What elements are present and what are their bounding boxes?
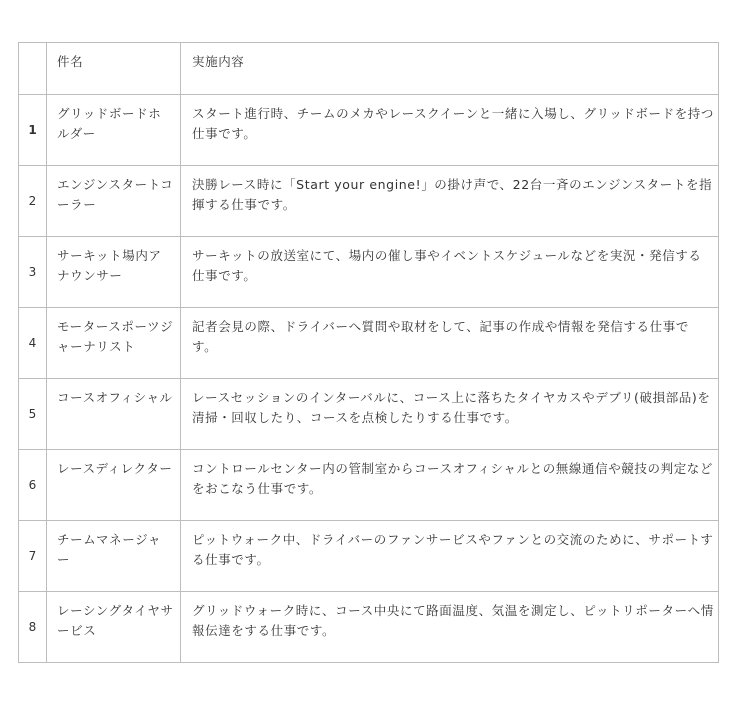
header-num-cell xyxy=(19,43,47,95)
job-name: グリッドボードホルダー xyxy=(57,106,162,141)
job-description: レースセッションのインターバルに、コース上に落ちたタイヤカスやデブリ(破損部品)を清掃・回収したり、コースを点検したりする仕事です。 xyxy=(192,390,711,425)
job-description: サーキットの放送室にて、場内の催し事やイベントスケジュールなどを実況・発信する仕事です。 xyxy=(192,248,702,283)
job-name-cell xyxy=(47,237,181,308)
row-number: 4 xyxy=(19,308,47,379)
table-row xyxy=(19,521,719,592)
job-description: ピットウォーク中、ドライバーのファンサービスやファンとの交流のために、サポートする仕事です。 xyxy=(192,532,714,567)
row-number: 7 xyxy=(19,521,47,592)
job-name: モータースポーツジャーナリスト xyxy=(57,319,174,354)
job-name: チームマネージャー xyxy=(57,532,162,567)
job-desc-cell xyxy=(181,237,719,308)
job-desc-cell xyxy=(181,450,719,521)
job-desc-cell xyxy=(181,95,719,166)
job-name-cell xyxy=(47,379,181,450)
table-row xyxy=(19,450,719,521)
job-name-cell xyxy=(47,592,181,663)
job-name: サーキット場内アナウンサー xyxy=(57,248,162,283)
table-row xyxy=(19,308,719,379)
row-number: 1 xyxy=(19,95,47,166)
job-name-cell xyxy=(47,166,181,237)
job-name-cell xyxy=(47,95,181,166)
header-name-cell xyxy=(47,43,181,95)
header-desc-label: 実施内容 xyxy=(192,54,245,69)
job-desc-cell xyxy=(181,521,719,592)
row-number: 5 xyxy=(19,379,47,450)
job-desc-cell xyxy=(181,166,719,237)
row-number: 6 xyxy=(19,450,47,521)
job-description-table xyxy=(18,42,719,663)
job-description: コントロールセンター内の管制室からコースオフィシャルとの無線通信や競技の判定などをおこなう仕事です。 xyxy=(192,461,714,496)
job-desc-cell xyxy=(181,592,719,663)
table-row xyxy=(19,166,719,237)
job-description: グリッドウォーク時に、コース中央にて路面温度、気温を測定し、ピットリポーターへ情報伝達をする仕事です。 xyxy=(192,603,714,638)
job-name-cell xyxy=(47,308,181,379)
table-row xyxy=(19,95,719,166)
job-name-cell xyxy=(47,521,181,592)
row-number: 2 xyxy=(19,166,47,237)
row-number: 3 xyxy=(19,237,47,308)
job-description: 記者会見の際、ドライバーへ質問や取材をして、記事の作成や情報を発信する仕事です。 xyxy=(192,319,689,354)
header-name-label: 件名 xyxy=(57,54,84,69)
table-row xyxy=(19,379,719,450)
job-name: レースディレクター xyxy=(57,461,173,476)
row-number: 8 xyxy=(19,592,47,663)
job-name: レーシングタイヤサービス xyxy=(57,603,174,638)
table-row xyxy=(19,237,719,308)
job-name: コースオフィシャル xyxy=(57,390,173,405)
job-desc-cell xyxy=(181,379,719,450)
job-name-cell xyxy=(47,450,181,521)
job-name: エンジンスタートコーラー xyxy=(57,177,174,212)
header-desc-cell xyxy=(181,43,719,95)
job-description: 決勝レース時に「Start your engine!」の掛け声で、22台一斉のエンジンスタートを指揮する仕事です。 xyxy=(192,177,713,212)
table-header-row xyxy=(19,43,719,95)
job-desc-cell xyxy=(181,308,719,379)
job-description: スタート進行時、チームのメカやレースクイーンと一緒に入場し、グリッドボードを持つ仕事です。 xyxy=(192,106,715,141)
table-row xyxy=(19,592,719,663)
